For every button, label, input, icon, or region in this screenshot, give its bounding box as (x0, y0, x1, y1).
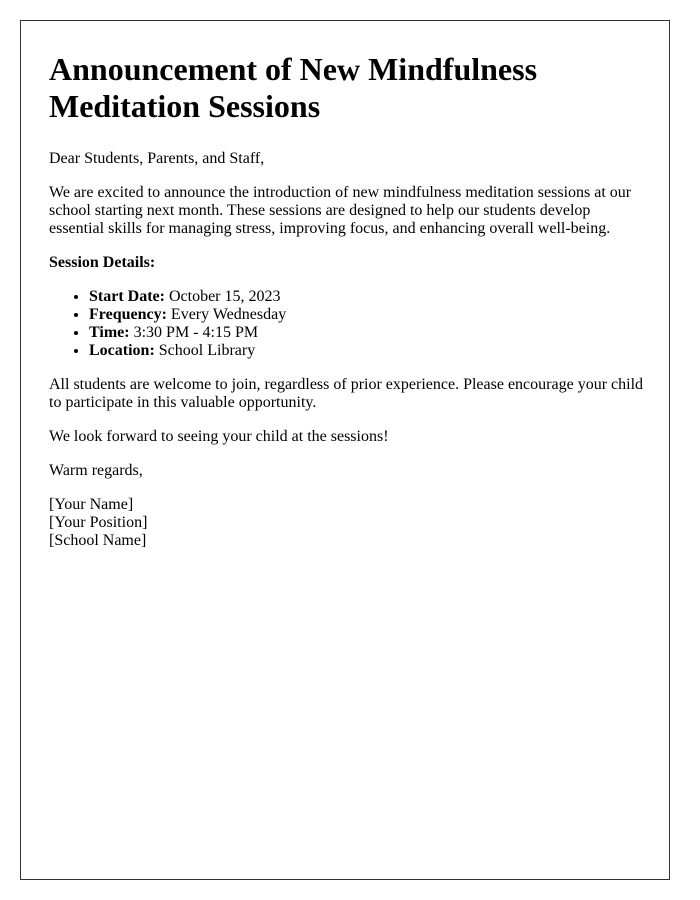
detail-value: October 15, 2023 (168, 288, 281, 305)
signature-name: [Your Name] (49, 496, 134, 513)
signature-position: [Your Position] (49, 514, 148, 531)
detail-start-date (89, 288, 649, 306)
detail-label: Location: (89, 342, 155, 359)
detail-value: 3:30 PM - 4:15 PM (133, 324, 259, 341)
letter-page (20, 20, 670, 880)
session-details-list (49, 288, 649, 360)
invitation-paragraph: All students are welcome to join, regardless of prior experience. Please encourage your child to participate in this valuable opportunity. (49, 376, 644, 411)
detail-value: Every Wednesday (170, 306, 287, 323)
detail-frequency (89, 306, 649, 324)
signature-block (49, 496, 649, 550)
detail-label: Start Date: (89, 288, 165, 305)
closing-line: We look forward to seeing your child at the sessions! (49, 428, 389, 445)
detail-time (89, 324, 649, 342)
detail-value: School Library (158, 342, 256, 359)
page-title: Announcement of New Mindfulness Meditation Sessions (49, 51, 538, 124)
session-details-heading: Session Details: (49, 254, 156, 271)
detail-label: Time: (89, 324, 130, 341)
detail-label: Frequency: (89, 306, 167, 323)
intro-paragraph: We are excited to announce the introduction of new mindfulness meditation sessions at our school starting next month. These sessions are designed to help our students develop essential skills for managing stress, improving focus, and enhancing overall well-being. (49, 184, 632, 237)
signature-school: [School Name] (49, 532, 147, 549)
detail-location (89, 342, 649, 360)
greeting: Dear Students, Parents, and Staff, (49, 150, 265, 167)
sign-off: Warm regards, (49, 462, 143, 479)
